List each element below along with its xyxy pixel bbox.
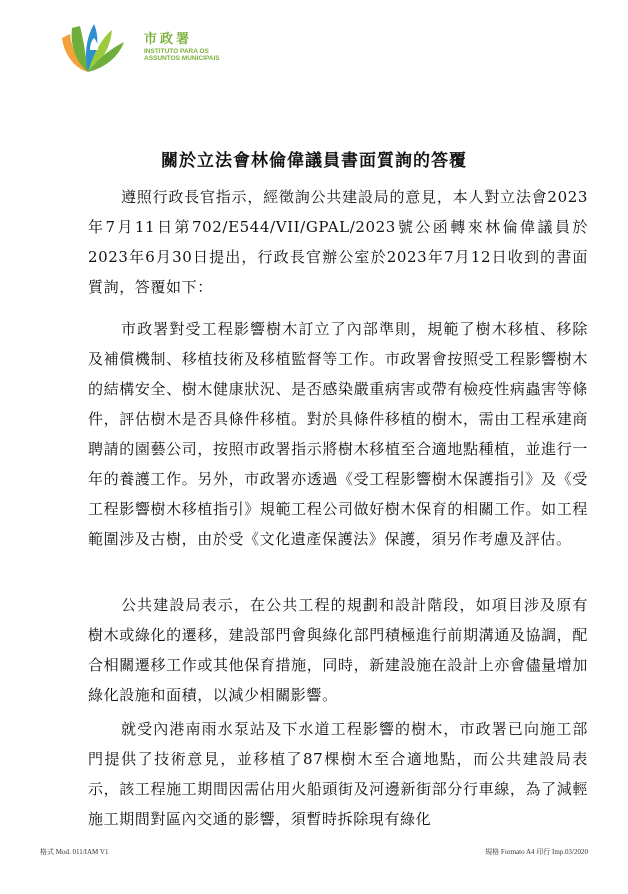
logo-english-line-1: INSTITUTO PARA OS — [144, 48, 209, 55]
institution-logo — [58, 20, 218, 76]
paragraph: 就受內港南雨水泵站及下水道工程影響的樹木，市政署已向施工部門提供了技術意見，並移植了87棵樹木至合適地點，而公共建設局表示，該工程施工期間因需佔用火船頭街及河邊新街部分行車線，為了減輕施工期間對區內交通的影響，須暫時拆除現有綠化 — [88, 720, 588, 828]
footer-form-code: 格式 Mod. 011/IAM V1 — [40, 848, 109, 856]
paragraph: 遵照行政長官指示，經徵詢公共建設局的意見，本人對立法會2023年7月11日第702/E544/VII/GPAL/2023號公函轉來林倫偉議員於2023年6月30日提出，行政長官辦公室於2023年7月12日收到的書面質詢，答覆如下： — [88, 188, 588, 296]
paragraph: 市政署對受工程影響樹木訂立了內部準則，規範了樹木移植、移除及補償機制、移植技術及移植監督等工作。市政署會按照受工程影響樹木的結構安全、樹木健康狀況、是否感染嚴重病害或帶有檢疫性病蟲害等條件，評估樹木是否具條件移植。對於具條件移植的樹木，需由工程承建商聘請的園藝公司，按照市政署指示將樹木移植至合適地點種植，並進行一年的養護工作。另外，市政署亦透過《受工程影響樹木保護指引》及《受工程影響樹木移植指引》規範工程公司做好樹木保育的相關工作。如工程範圍涉及古樹，由於受《文化遺產保護法》保護，須另作考慮及評估。 — [88, 320, 588, 548]
document-title: 關於立法會林倫偉議員書面質詢的答覆 — [161, 151, 467, 171]
logo-emblem-icon — [58, 20, 142, 76]
logo-english-line-2: ASSUNTOS MUNICIPAIS — [144, 55, 220, 62]
footer-format-info: 規格 Formato A4 印行 Imp.03/2020 — [485, 848, 588, 856]
logo-chinese-name: 市政署 — [144, 32, 193, 47]
paragraph: 公共建設局表示，在公共工程的規劃和設計階段，如項目涉及原有樹木或綠化的遷移，建設部門會與綠化部門積極進行前期溝通及協調，配合相關遷移工作或其他保育措施，同時，新建設施在設計上亦會儘量增加綠化設施和面積，以減少相關影響。 — [88, 596, 588, 704]
